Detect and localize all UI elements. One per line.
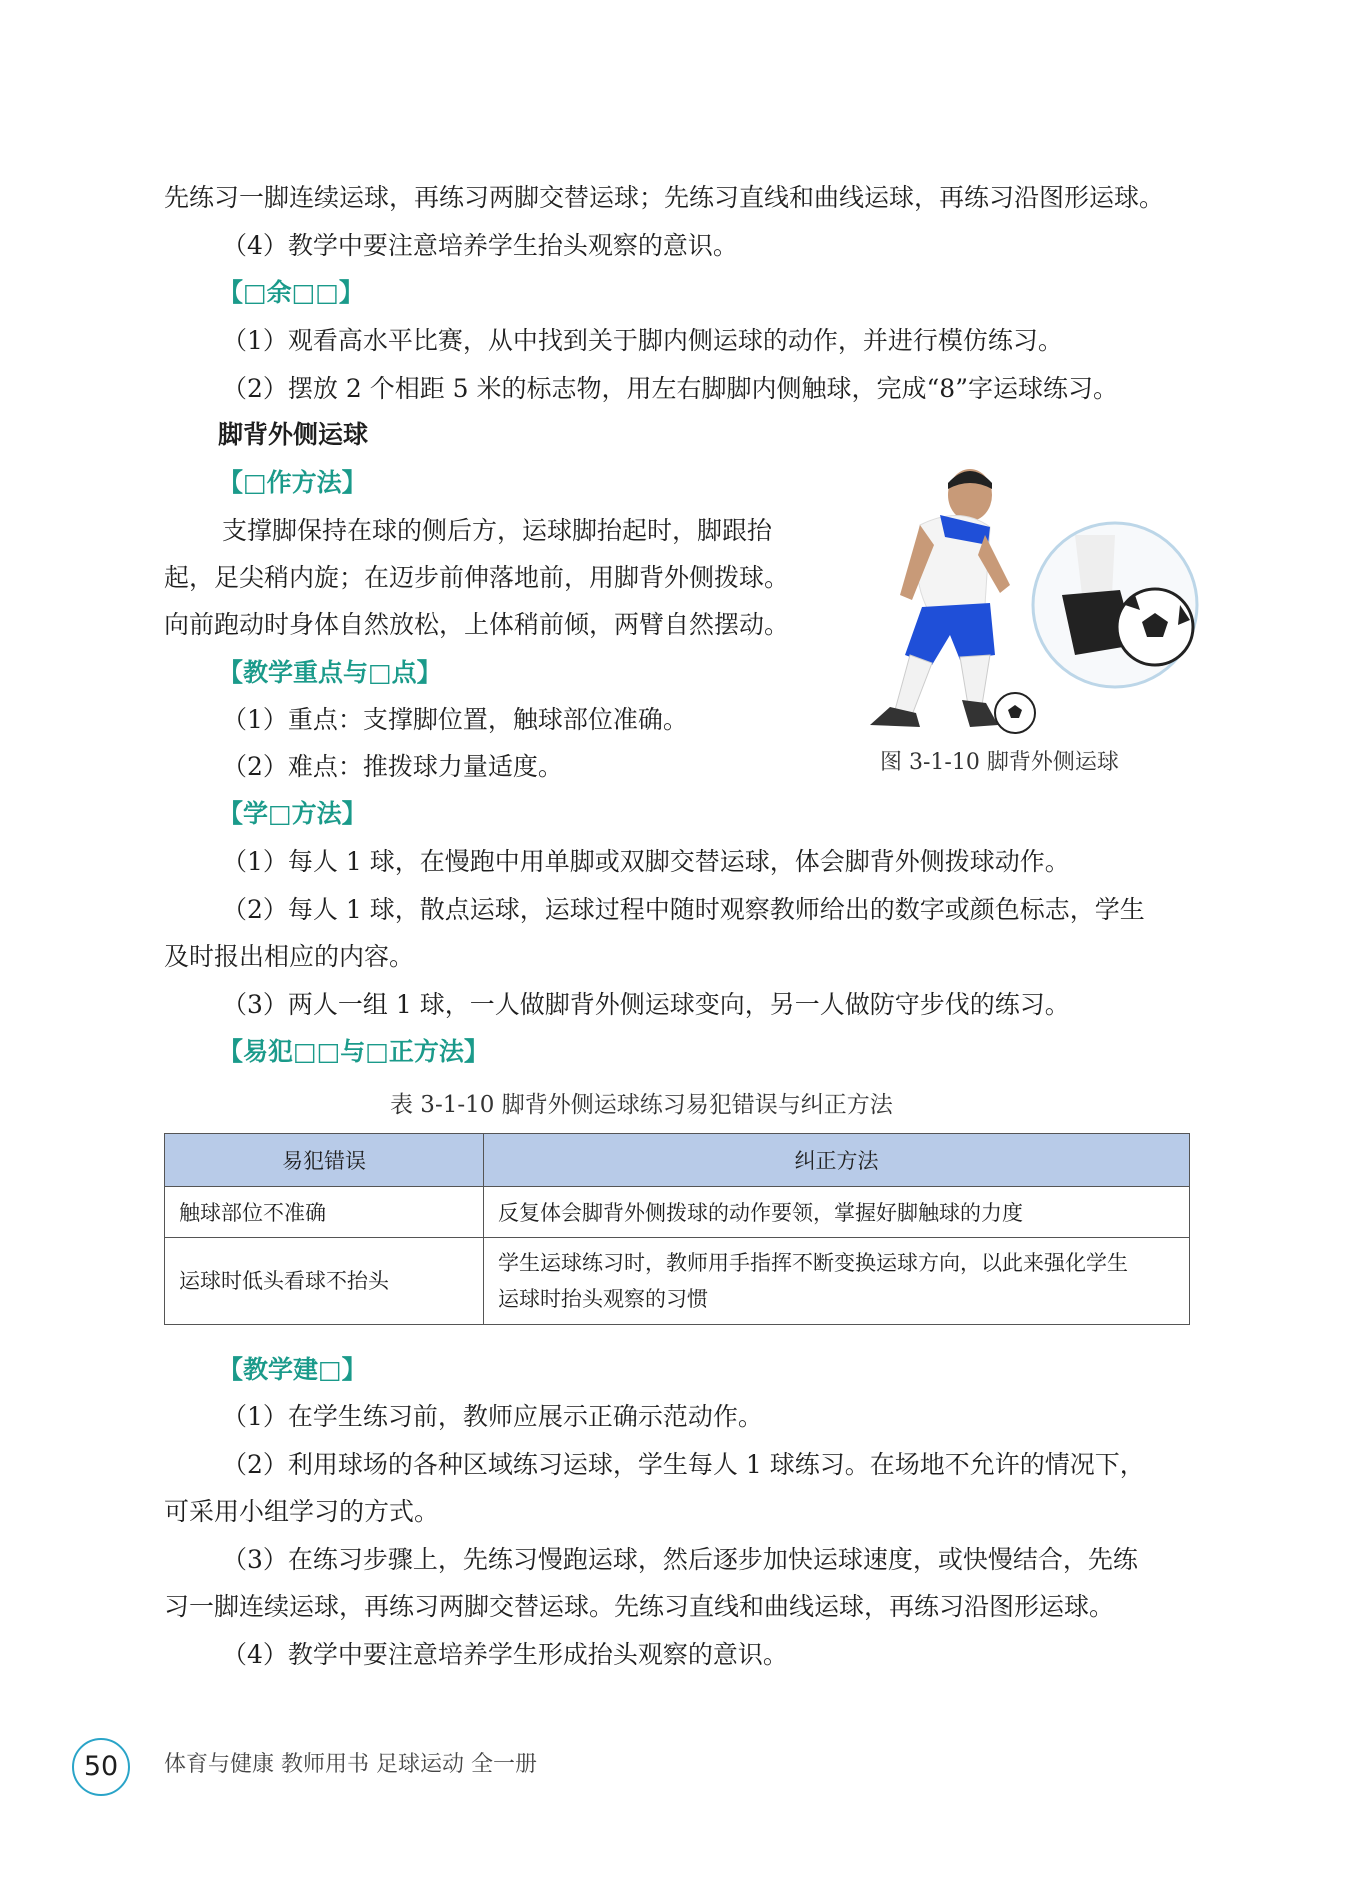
body-line: （3）两人一组 1 球，一人做脚背外侧运球变向，另一人做防守步伐的练习。	[222, 990, 1070, 1019]
body-line: （1）在学生练习前，教师应展示正确示范动作。	[222, 1402, 763, 1431]
section-heading: 【教学重点与□点】	[218, 658, 442, 687]
page-number: 50	[72, 1738, 130, 1796]
body-line: 先练习一脚连续运球，再练习两脚交替运球；先练习直线和曲线运球，再练习沿图形运球。	[164, 183, 1165, 212]
table-cell	[484, 1238, 1190, 1325]
body-line: （1）每人 1 球，在慢跑中用单脚或双脚交替运球，体会脚背外侧拨球动作。	[222, 847, 1070, 876]
section-heading: 【□作方法】	[218, 468, 367, 497]
table-cell-line: 运球时抬头观察的习惯	[498, 1287, 708, 1311]
body-line: 起，足尖稍内旋；在迈步前伸落地前，用脚背外侧拨球。	[164, 563, 790, 592]
section-heading: 【教学建□】	[218, 1355, 367, 1384]
table-header: 易犯错误	[165, 1134, 484, 1187]
body-line: （2）摆放 2 个相距 5 米的标志物，用左右脚脚内侧触球，完成“8”字运球练习。	[222, 374, 1118, 403]
body-line: 及时报出相应的内容。	[164, 942, 415, 971]
table-cell: 触球部位不准确	[165, 1187, 484, 1238]
body-line: 支撑脚保持在球的侧后方，运球脚抬起时，脚跟抬	[222, 516, 773, 545]
table-row	[165, 1187, 1190, 1238]
body-line: （1）观看高水平比赛，从中找到关于脚内侧运球的动作，并进行模仿练习。	[222, 326, 1063, 355]
body-line: 向前跑动时身体自然放松，上体稍前倾，两臂自然摆动。	[164, 610, 790, 639]
section-heading: 【□余□□】	[218, 278, 364, 307]
table-row	[165, 1238, 1190, 1325]
body-line: （4）教学中要注意培养学生抬头观察的意识。	[222, 231, 738, 260]
body-line: （3）在练习步骤上，先练习慢跑运球，然后逐步加快运球速度，或快慢结合，先练	[222, 1545, 1138, 1574]
table-header-row	[165, 1134, 1190, 1187]
section-heading: 【易犯□□与□正方法】	[218, 1037, 489, 1066]
table-cell-line: 学生运球练习时，教师用手指挥不断变换运球方向，以此来强化学生	[498, 1251, 1128, 1275]
body-line: （2）每人 1 球，散点运球，运球过程中随时观察教师给出的数字或颜色标志，学生	[222, 895, 1145, 924]
book-title-footer: 体育与健康 教师用书 足球运动 全一册	[164, 1752, 537, 1777]
body-line: （2）难点：推拨球力量适度。	[222, 752, 563, 781]
player-boot	[962, 700, 998, 727]
body-line: 习一脚连续运球，再练习两脚交替运球。先练习直线和曲线运球，再练习沿图形运球。	[164, 1592, 1115, 1621]
body-line: 可采用小组学习的方式。	[164, 1497, 440, 1526]
table-cell: 运球时低头看球不抬头	[165, 1238, 484, 1325]
table-cell: 反复体会脚背外侧拨球的动作要领，掌握好脚触球的力度	[484, 1187, 1190, 1238]
dribbling-figure	[850, 455, 1200, 740]
table-caption: 表 3-1-10 脚背外侧运球练习易犯错误与纠正方法	[390, 1092, 893, 1118]
body-line: （2）利用球场的各种区域练习运球，学生每人 1 球练习。在场地不允许的情况下，	[222, 1450, 1145, 1479]
figure-caption: 图 3-1-10 脚背外侧运球	[880, 750, 1119, 775]
body-line: （4）教学中要注意培养学生形成抬头观察的意识。	[222, 1640, 788, 1669]
section-title: 脚背外侧运球	[218, 420, 369, 449]
zoom-leg	[1075, 535, 1115, 595]
errors-table	[164, 1133, 1190, 1325]
table-header: 纠正方法	[484, 1134, 1190, 1187]
player-sock	[960, 655, 990, 705]
section-heading: 【学□方法】	[218, 799, 367, 828]
body-line: （1）重点：支撑脚位置，触球部位准确。	[222, 705, 688, 734]
player-sock	[895, 655, 932, 715]
